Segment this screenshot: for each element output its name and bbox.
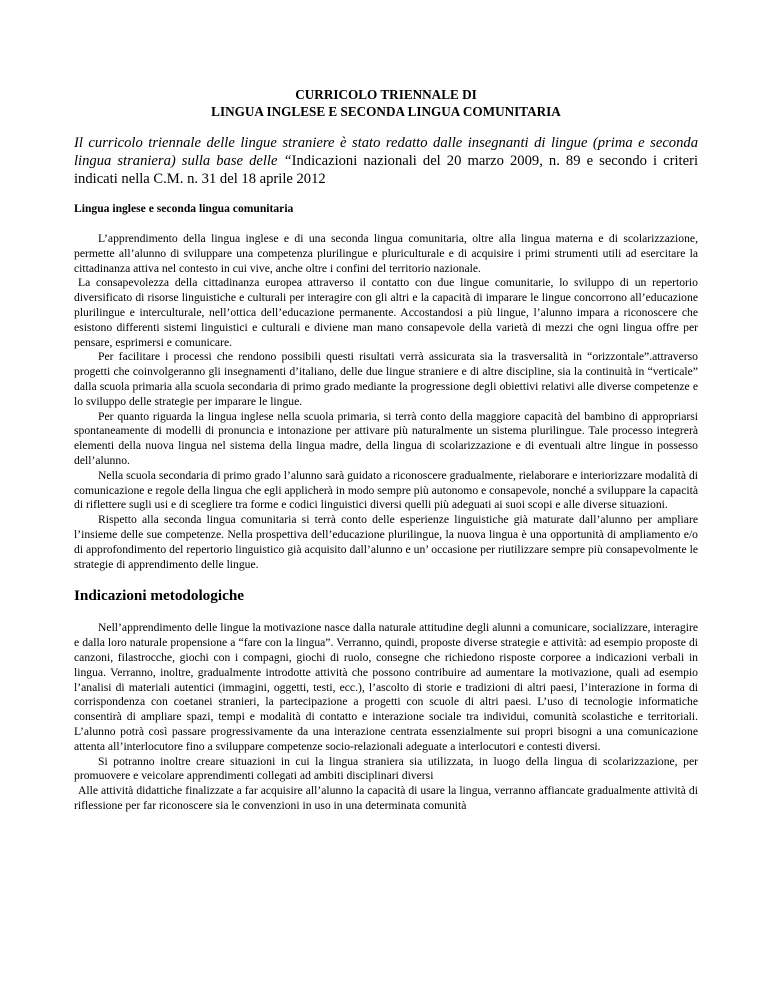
section1-paragraph: L’apprendimento della lingua inglese e di una seconda lingua comunitaria, oltre alla lingua materna e di scolarizzazione, permette all’alunno di sviluppare una competenza plurilingue e pluriculturale e di acquisire i primi strumenti utili ad esercitare la cittadinanza attiva nel contesto in cui vive, anche oltre i confini del territorio nazionale.: [74, 232, 698, 275]
section1-paragraph: Nella scuola secondaria di primo grado l’alunno sarà guidato a riconoscere gradualmente, rielaborare e interiorizzare modalità di comunicazione e regole della lingua che egli applicherà in modo sempre più autonomo e consapevole, nonché a sviluppare la capacità di riflettere sugli usi e di scegliere tra forme e codici linguistici diversi quelli più adeguati ai suoi scopi e alle diverse situazioni.: [74, 468, 698, 512]
intro-paragraph: [74, 134, 698, 188]
section1-paragraph: Rispetto alla seconda lingua comunitaria si terrà conto delle esperienze linguistiche già maturate dall’alunno per ampliare l’insieme delle sue competenze. Nella prospettiva dell’educazione plurilingue, la nuova lingua è una opportunità di ampliamento e/o di approfondimento del repertorio linguistico già acquisito dall’alunno e un’ occasione per riutilizzare sempre più consapevolmente le strategie di apprendimento delle lingue.: [74, 513, 698, 571]
section2-paragraph: Si potranno inoltre creare situazioni in cui la lingua straniera sia utilizzata, in luogo della lingua di scolarizzazione, per promuovere e veicolare apprendimenti collegati ad ambiti disciplinari diversi: [74, 754, 698, 783]
section1-paragraph: La consapevolezza della cittadinanza europea attraverso il contatto con due lingue comunitarie, lo sviluppo di un repertorio diversificato di risorse linguistiche e culturali per interagire con gli altri e la capacità di imparare le lingue concorrono all’educazione plurilingue e interculturale, nell’ottica dell’educazione permanente. Accostandosi a più lingue, l’alunno impara a riconoscere che esistono differenti sistemi linguistici e culturali e diviene man mano consapevole della varietà di mezzi che ogni lingua offre per pensare, esprimersi e comunicare.: [74, 276, 698, 349]
section2-paragraph: Alle attività didattiche finalizzate a far acquisire all’alunno la capacità di usare la lingua, verranno affiancate gradualmente attività di riflessione per far riconoscere sia le convenzioni in uso in una determinata comunità: [74, 784, 698, 812]
document-title-line2: LINGUA INGLESE E SECONDA LINGUA COMUNITARIA: [211, 104, 561, 119]
intro-normal-text: Indicazioni nazionali del 20 marzo 2009, n. 89 e secondo i criteri indicati nella C.M. n. 31 del 18 aprile 2012: [74, 153, 698, 187]
section1-paragraph: Per quanto riguarda la lingua inglese nella scuola primaria, si terrà conto della maggiore capacità del bambino di appropriarsi spontaneamente di modelli di pronuncia e intonazione per attivare più naturalmente un sistema plurilingue. Tale processo integrerà elementi della nuova lingua nel sistema della lingua madre, della lingua di scolarizzazione e di eventuali altre lingue in possesso dell’alunno.: [74, 409, 698, 467]
section1-paragraph: Per facilitare i processi che rendono possibili questi risultati verrà assicurata sia la trasversalità in “orizzontale”.attraverso progetti che coinvolgeranno gli insegnamenti d’italiano, delle due lingue straniere e di altre discipline, sia la continuità in “verticale” dalla scuola primaria alla scuola secondaria di primo grado mediante la progressione degli obiettivi relativi alle diverse competenze e lo sviluppo delle strategie per imparare le lingue.: [74, 350, 698, 408]
section1-body: [74, 232, 698, 572]
document-page: [74, 86, 698, 814]
section2-paragraph: Nell’apprendimento delle lingue la motivazione nasce dalla naturale attitudine degli alunni a comunicare, socializzare, interagire e dalla loro naturale propensione a “fare con la lingua”. Verranno, quindi, proposte diverse strategie e attività: ad esempio proposte di canzoni, filastrocche, giochi con i compagni, giochi di ruolo, consegne che richiedono risposte corporee a indicazioni verbali in lingua. Verranno, inoltre, gradualmente introdotte attività che possono contribuire ad aumentare la motivazione, quali ad esempio l’analisi di materiali autentici (immagini, oggetti, testi, ecc.), l’ascolto di storie e tradizioni di altri paesi, l’interazione in forma di corrispondenza con coetanei stranieri, la partecipazione a progetti con scuole di altri paesi. L’uso di tecnologie informatiche consentirà di ampliare spazi, tempi e modalità di contatto e interazione sociale tra individui, comunità scolastiche e territoriali. L’alunno potrà così passare progressivamente da una interazione centrata essenzialmente sui propri bisogni a una comunicazione attenta all’interlocutore fino a sviluppare competenze socio-relazionali adeguate a interlocutori e contesti diversi.: [74, 621, 698, 753]
document-title-line1: CURRICOLO TRIENNALE DI: [295, 87, 477, 102]
intro-italic-text: Il curricolo triennale delle lingue straniere è stato redatto dalle insegnanti di lingue (prima e seconda lingua straniera) sulla base delle “: [74, 135, 698, 169]
section2-body: [74, 621, 698, 813]
section2-heading: Indicazioni metodologiche: [74, 587, 245, 605]
section1-heading: Lingua inglese e seconda lingua comunitaria: [74, 202, 294, 215]
